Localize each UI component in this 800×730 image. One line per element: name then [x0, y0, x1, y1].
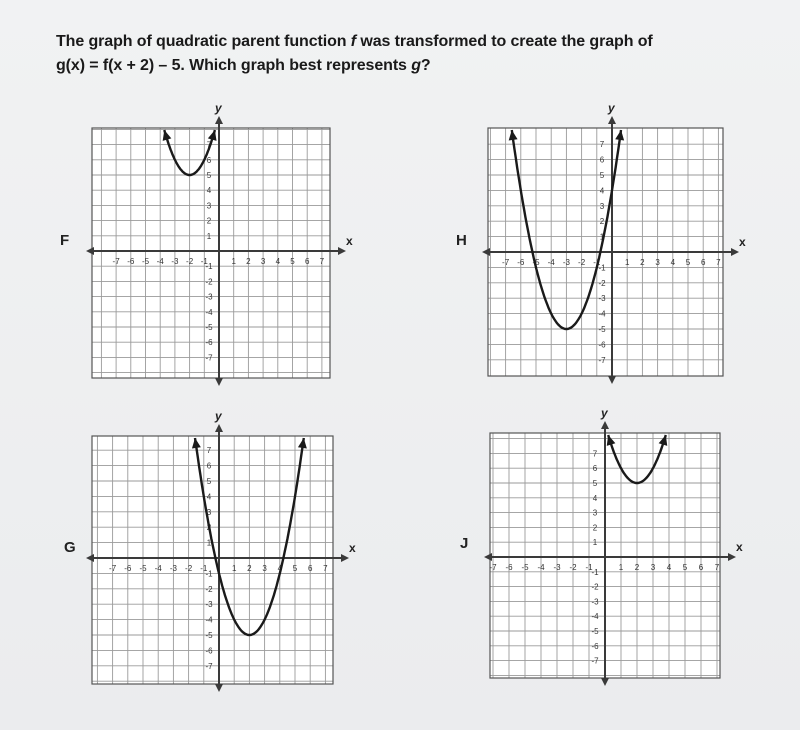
x-tick-label: 6: [307, 564, 313, 573]
x-tick-label: 3: [260, 257, 266, 266]
y-tick-label: -3: [598, 294, 606, 304]
x-tick-label: -2: [569, 563, 577, 572]
y-tick-label: 3: [592, 508, 598, 518]
x-tick-label: 3: [650, 563, 656, 572]
y-tick-label: -2: [591, 582, 599, 592]
x-axis-arrow-left-icon: [86, 554, 94, 562]
y-tick-label: 6: [599, 155, 605, 165]
y-tick-label: 7: [599, 140, 605, 150]
x-tick-label: 3: [655, 258, 660, 267]
x-tick-label: -6: [124, 564, 132, 573]
option-g-graph[interactable]: [90, 409, 360, 690]
question-line-1: The graph of quadratic parent function f was transformed to create the graph of: [56, 33, 653, 50]
x-tick-label: -7: [112, 257, 120, 266]
x-tick-label: -4: [156, 257, 164, 266]
y-tick-label: -4: [205, 307, 213, 317]
y-tick-label: -7: [205, 353, 213, 363]
x-axis-arrow-right-icon: [728, 553, 736, 561]
x-tick-label: -3: [562, 258, 570, 267]
x-tick-label: -4: [154, 564, 162, 573]
x-axis-label: x: [349, 541, 356, 555]
y-tick-label: 1: [599, 232, 605, 242]
x-tick-label: -2: [185, 564, 193, 573]
y-tick-label: 7: [206, 446, 212, 456]
y-axis-arrow-down-icon: [215, 684, 223, 692]
y-tick-label: -4: [591, 612, 599, 622]
y-tick-label: -7: [598, 355, 606, 365]
y-tick-label: -6: [205, 338, 213, 348]
y-tick-label: 3: [206, 201, 212, 211]
x-tick-label: 3: [262, 564, 267, 573]
y-tick-label: 1: [206, 231, 212, 241]
y-tick-label: 2: [599, 217, 605, 227]
y-tick-label: -5: [598, 325, 606, 334]
x-tick-label: -1: [200, 257, 208, 266]
y-axis-label: y: [215, 101, 222, 115]
y-tick-label: 3: [599, 201, 605, 211]
x-tick-label: 1: [231, 564, 237, 573]
x-tick-label: -5: [139, 564, 147, 573]
y-tick-label: 1: [206, 538, 212, 548]
option-h-letter: H: [456, 232, 467, 249]
y-axis-arrow-up-icon: [608, 116, 616, 124]
y-axis-arrow-down-icon: [601, 678, 609, 686]
y-tick-label: -5: [205, 631, 213, 640]
y-tick-label: 6: [592, 464, 598, 474]
x-tick-label: -1: [200, 564, 208, 573]
x-tick-label: 1: [231, 257, 236, 266]
option-j-graph[interactable]: [486, 406, 758, 684]
x-tick-label: -2: [186, 257, 194, 266]
y-tick-label: 3: [206, 507, 212, 517]
y-tick-label: -2: [598, 278, 606, 288]
x-tick-label: 6: [698, 563, 704, 572]
x-tick-label: -4: [547, 258, 555, 267]
x-tick-label: -6: [517, 258, 525, 267]
x-tick-label: 7: [319, 257, 325, 266]
x-tick-label: -5: [532, 258, 540, 267]
y-tick-label: -2: [205, 277, 213, 287]
y-tick-label: 5: [206, 477, 212, 486]
y-tick-label: 4: [599, 186, 605, 196]
x-tick-label: 4: [277, 564, 283, 573]
question-text: [56, 30, 746, 78]
y-tick-label: 5: [206, 171, 212, 180]
x-tick-label: -1: [593, 258, 601, 267]
x-tick-label: -6: [127, 257, 135, 266]
y-tick-label: 7: [206, 140, 212, 150]
y-tick-label: 1: [592, 538, 598, 548]
x-tick-label: 1: [624, 258, 630, 267]
x-tick-label: 4: [666, 563, 672, 572]
x-tick-label: 2: [634, 563, 640, 572]
y-tick-label: 4: [206, 186, 212, 196]
x-tick-label: 7: [716, 258, 721, 267]
y-tick-label: 2: [592, 523, 598, 533]
x-tick-label: 6: [304, 257, 310, 266]
x-tick-label: 5: [290, 257, 295, 266]
y-axis-arrow-up-icon: [601, 421, 609, 429]
x-axis-arrow-right-icon: [731, 248, 739, 256]
x-axis-label: x: [346, 234, 353, 248]
y-tick-label: -4: [598, 309, 606, 319]
y-tick-label: -1: [591, 567, 599, 577]
x-tick-label: 7: [714, 563, 720, 572]
x-tick-label: -7: [502, 258, 510, 267]
y-tick-label: 4: [206, 492, 212, 502]
x-tick-label: -1: [585, 563, 593, 572]
y-tick-label: -6: [591, 641, 599, 651]
y-axis-arrow-up-icon: [215, 116, 223, 124]
x-axis-arrow-right-icon: [338, 247, 346, 255]
y-tick-label: 5: [599, 171, 605, 180]
x-axis-arrow-left-icon: [482, 248, 490, 256]
x-tick-label: -7: [489, 563, 497, 572]
x-tick-label: 2: [640, 258, 645, 267]
y-tick-label: -3: [591, 597, 599, 607]
option-f-letter: F: [60, 232, 70, 249]
x-axis-arrow-left-icon: [86, 247, 94, 255]
y-tick-label: -6: [205, 646, 213, 656]
x-tick-label: 5: [682, 563, 688, 572]
x-tick-label: 1: [618, 563, 624, 572]
y-axis-arrow-down-icon: [215, 378, 223, 386]
x-tick-label: -3: [171, 257, 179, 266]
y-tick-label: 6: [206, 461, 212, 471]
option-f-graph[interactable]: [88, 101, 358, 380]
x-tick-label: -3: [169, 564, 177, 573]
y-tick-label: -5: [591, 627, 599, 636]
y-tick-label: -6: [598, 340, 606, 350]
y-tick-label: 7: [592, 449, 598, 459]
y-tick-label: -7: [205, 661, 213, 671]
x-axis-arrow-right-icon: [341, 554, 349, 562]
x-tick-label: 7: [323, 564, 328, 573]
y-tick-label: -2: [205, 584, 213, 594]
x-tick-label: -6: [505, 563, 513, 572]
x-tick-label: 4: [275, 257, 281, 266]
x-axis-label: x: [739, 235, 746, 249]
x-tick-label: -5: [521, 563, 529, 572]
x-axis-label: x: [736, 540, 743, 554]
y-tick-label: 4: [592, 493, 598, 503]
x-tick-label: -4: [537, 563, 545, 572]
x-tick-label: -3: [553, 563, 561, 572]
y-tick-label: -5: [205, 323, 213, 332]
x-tick-label: 5: [685, 258, 691, 267]
y-tick-label: -1: [205, 262, 213, 272]
y-tick-label: 5: [592, 479, 598, 488]
y-tick-label: -1: [205, 569, 213, 579]
y-tick-label: -3: [205, 292, 213, 302]
x-tick-label: 5: [292, 564, 298, 573]
x-tick-label: 4: [670, 258, 676, 267]
y-axis-arrow-down-icon: [608, 376, 616, 384]
x-tick-label: -7: [109, 564, 117, 573]
y-tick-label: 6: [206, 155, 212, 165]
x-tick-label: 2: [247, 564, 252, 573]
x-tick-label: 2: [246, 257, 251, 266]
y-axis-label: y: [608, 101, 615, 115]
y-tick-label: 2: [206, 216, 212, 226]
x-tick-label: -5: [141, 257, 150, 266]
option-j-letter: J: [460, 535, 469, 552]
y-axis-label: y: [215, 409, 222, 423]
question-line-2: g(x) = f(x + 2) – 5. Which graph best represents g?: [56, 57, 431, 74]
y-tick-label: -1: [598, 263, 606, 273]
x-axis-arrow-left-icon: [484, 553, 492, 561]
y-tick-label: 2: [206, 523, 212, 533]
x-tick-label: -2: [578, 258, 586, 267]
y-tick-label: -7: [591, 656, 599, 666]
option-h-graph[interactable]: [486, 101, 756, 380]
x-tick-label: 6: [700, 258, 706, 267]
option-g-letter: G: [64, 539, 76, 556]
y-axis-arrow-up-icon: [215, 424, 223, 432]
y-axis-label: y: [601, 406, 608, 420]
y-tick-label: -4: [205, 615, 213, 625]
y-tick-label: -3: [205, 600, 213, 610]
